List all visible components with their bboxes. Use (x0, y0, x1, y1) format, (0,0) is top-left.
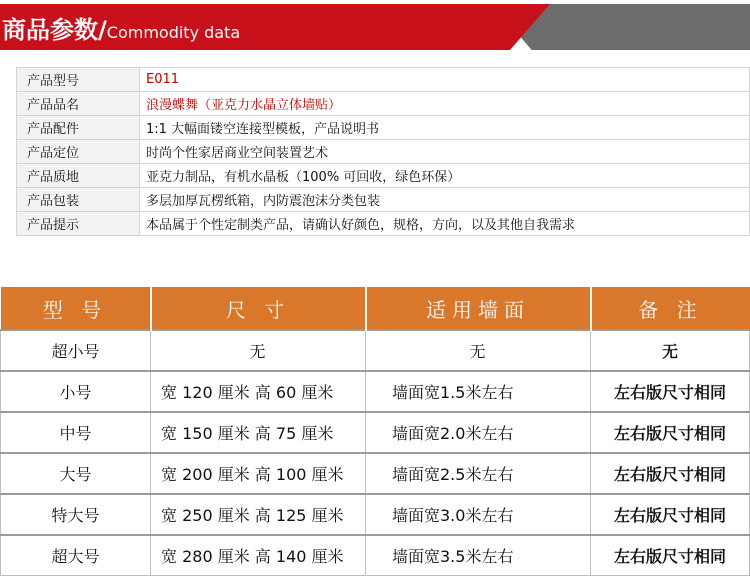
param-row (17, 212, 750, 236)
param-value: 浪漫蝶舞（亚克力水晶立体墙贴） (140, 92, 750, 116)
table-row (1, 330, 750, 371)
table-row (1, 453, 750, 494)
param-row (17, 92, 750, 116)
cell-model: 大号 (1, 453, 151, 494)
param-row (17, 140, 750, 164)
cell-note: 左右版尺寸相同 (591, 535, 750, 576)
header-wall: 适用墙面 (366, 287, 591, 330)
cell-size: 宽 150 厘米 高 75 厘米 (151, 412, 366, 453)
cell-wall: 墙面宽3.5米左右 (366, 535, 591, 576)
cell-size: 宽 250 厘米 高 125 厘米 (151, 494, 366, 535)
param-label: 产品配件 (17, 116, 140, 140)
cell-wall: 墙面宽2.0米左右 (366, 412, 591, 453)
cell-note: 左右版尺寸相同 (591, 494, 750, 535)
param-label: 产品提示 (17, 212, 140, 236)
header-model: 型 号 (1, 287, 151, 330)
param-row (17, 68, 750, 92)
cell-size: 宽 280 厘米 高 140 厘米 (151, 535, 366, 576)
spec-header-row (1, 287, 750, 330)
cell-size: 无 (151, 330, 366, 371)
cell-note: 左右版尺寸相同 (591, 453, 750, 494)
header-banner (0, 0, 750, 52)
cell-wall: 墙面宽2.5米左右 (366, 453, 591, 494)
header-note: 备 注 (591, 287, 750, 330)
param-label: 产品品名 (17, 92, 140, 116)
cell-note: 左右版尺寸相同 (591, 412, 750, 453)
cell-model: 超小号 (1, 330, 151, 371)
size-spec-table (0, 287, 750, 576)
param-label: 产品型号 (17, 68, 140, 92)
param-value: 本品属于个性定制类产品，请确认好颜色，规格，方向，以及其他自我需求 (140, 212, 750, 236)
param-value: E011 (140, 68, 750, 92)
product-params-table (16, 67, 750, 236)
cell-wall: 墙面宽3.0米左右 (366, 494, 591, 535)
cell-model: 中号 (1, 412, 151, 453)
cell-note: 左右版尺寸相同 (591, 371, 750, 412)
banner-title-cn: 商品参数/ (2, 16, 107, 44)
param-row (17, 116, 750, 140)
cell-model: 小号 (1, 371, 151, 412)
table-row (1, 494, 750, 535)
cell-wall: 无 (366, 330, 591, 371)
param-label: 产品质地 (17, 164, 140, 188)
header-size: 尺 寸 (151, 287, 366, 330)
cell-note: 无 (591, 330, 750, 371)
cell-model: 超大号 (1, 535, 151, 576)
param-label: 产品定位 (17, 140, 140, 164)
param-value: 多层加厚瓦楞纸箱，内防震泡沫分类包装 (140, 188, 750, 212)
cell-size: 宽 120 厘米 高 60 厘米 (151, 371, 366, 412)
cell-wall: 墙面宽1.5米左右 (366, 371, 591, 412)
cell-model: 特大号 (1, 494, 151, 535)
param-value: 时尚个性家居商业空间装置艺术 (140, 140, 750, 164)
table-row (1, 535, 750, 576)
banner-title (2, 10, 240, 45)
table-row (1, 371, 750, 412)
param-label: 产品包装 (17, 188, 140, 212)
param-row (17, 188, 750, 212)
param-value: 1:1 大幅面镂空连接型模板，产品说明书 (140, 116, 750, 140)
banner-title-en: Commodity data (106, 23, 241, 42)
param-row (17, 164, 750, 188)
cell-size: 宽 200 厘米 高 100 厘米 (151, 453, 366, 494)
table-row (1, 412, 750, 453)
param-value: 亚克力制品，有机水晶板（100% 可回收，绿色环保） (140, 164, 750, 188)
